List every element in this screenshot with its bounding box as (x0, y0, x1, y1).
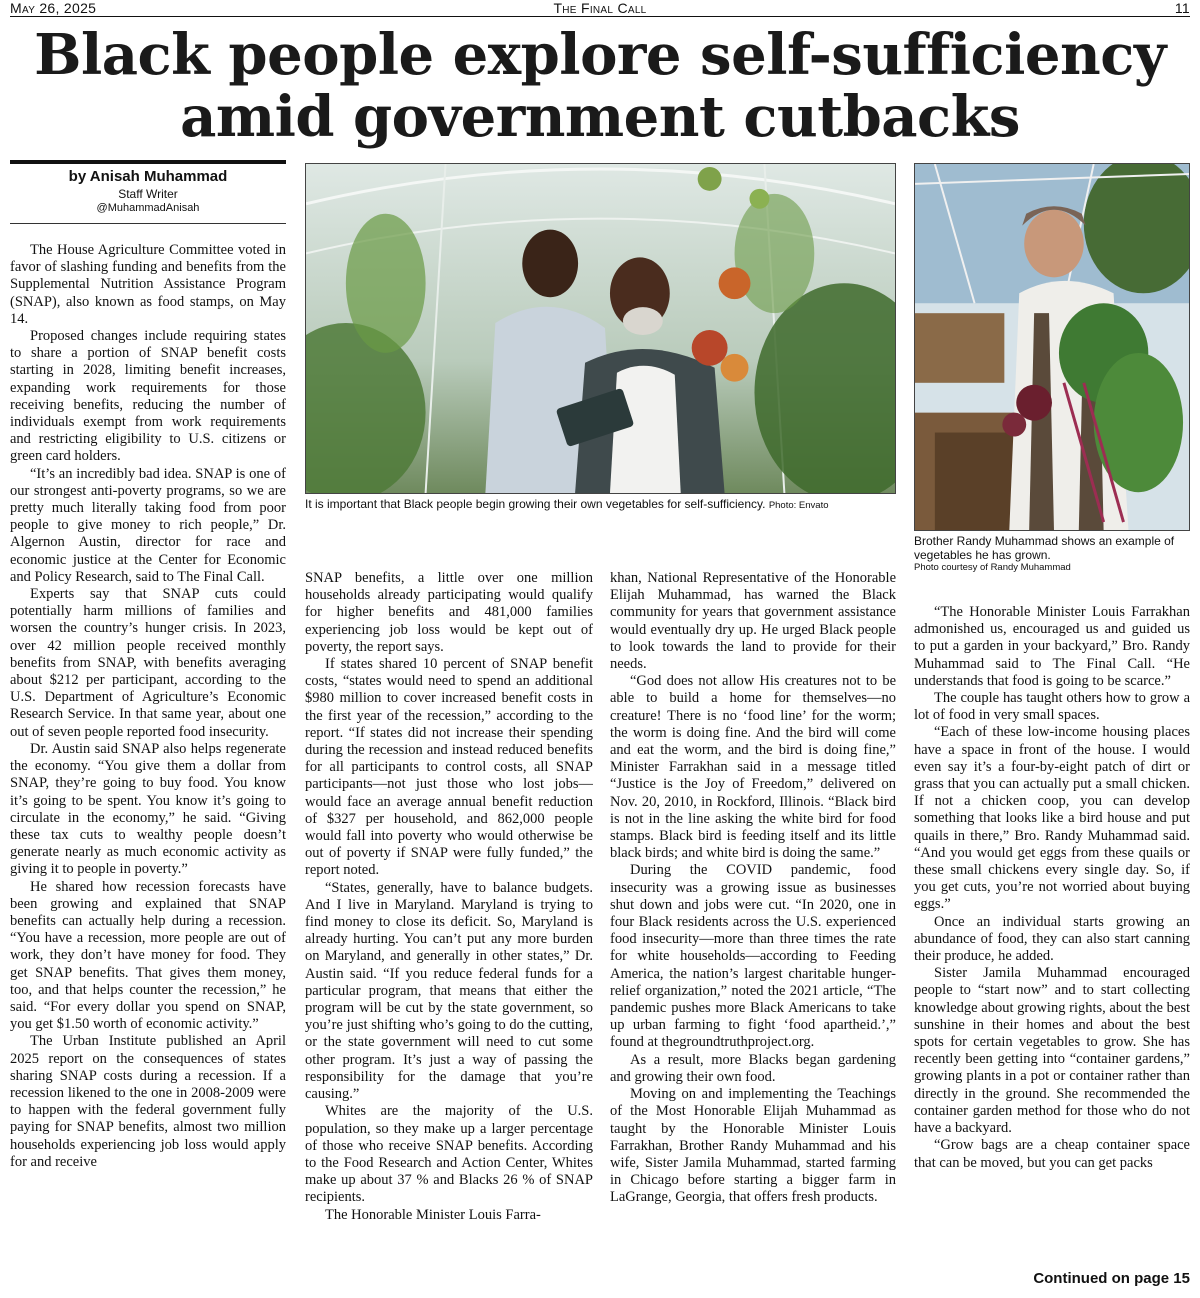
article-column-4 (914, 604, 1190, 1270)
article-column-2 (305, 570, 593, 1290)
byline-role: Staff Writer (118, 187, 178, 201)
article-paragraph: “States, generally, have to balance budgets. And I live in Maryland. Maryland is trying to find money to close its deficit. So, Maryland is already hurting. You can’t put any more burden on Maryland, and generally in other states,” Dr. Austin said. “If you reduce federal funds for a particular program, that means that either the program will be cut by the state government, so you’re just shifting who’s going to do the cutting, or the state government will need to cut some other program. It’s just a way of passing the responsibility for the damage that you’re causing.” (305, 879, 593, 1103)
article-paragraph: Whites are the majority of the U.S. population, so they make up a larger percentage of those who receive SNAP benefits. According to the Food Research and Action Center, Whites make up about 37 % and Blacks 26 % of SNAP recipients. (305, 1103, 593, 1206)
article-paragraph: SNAP benefits, a little over one million households already participating would qualify for higher benefits and 481,000 families experiencing job loss would be kept out of poverty, the report says. (305, 570, 593, 655)
article-paragraph: “Each of these low-income housing places have a space in front of the house. I would even say it’s a four-by-eight patch of dirt or grass that you can actually put a small chicken. If not a chicken coop, you can develop something that looks like a bird house and put quails in there,” Bro. Randy Muhammad said. “And you would get eggs from these quails or these small chickens every single day. So, if you get cuts, you’re not worried about buying eggs.” (914, 724, 1190, 913)
article-paragraph: “God does not allow His creatures not to be able to build a home for themselves—no creature! There is no ‘food line’ for the worm; the worm is doing fine. And the bird will come and eat the worm, and the bird is doing fine,” Minister Farrakhan said in a message titled “Justice is the Joy of Freedom,” delivered on Nov. 20, 2010, in Rockford, Illinois. “Black bird is not in the line asking the white bird for food stamps. Black bird is feeding itself and its little black birds; and white bird is doing the same.” (610, 673, 896, 862)
article-paragraph: Dr. Austin said SNAP also helps regenerate the economy. “You give them a dollar from SNAP, they’re going to buy food. You know it’s going to be spent. You know it’s going to circulate in the economy,” he said. “Giving these tax cuts to wealthy people doesn’t generate nearly as much economic activity as giving it to people in poverty.” (10, 740, 286, 878)
article-paragraph: Once an individual starts growing an abundance of food, they can also start canning their produce, he added. (914, 913, 1190, 965)
page-header (10, 0, 1190, 16)
gardener-photo (914, 163, 1190, 531)
headline: Black people explore self-sufficiency amid government cutbacks (34, 22, 1166, 150)
greenhouse-photo (305, 163, 896, 494)
header-rule (10, 16, 1190, 17)
main-photo-caption (305, 497, 896, 513)
article-column-1 (10, 242, 286, 1290)
side-photo-caption (914, 534, 1190, 574)
article-paragraph: The Honorable Minister Louis Farra- (325, 1206, 541, 1223)
article-paragraph: He shared how recession forecasts have been growing and explained that SNAP benefits can actually help during a recession. “You have a recession, more people are out of work, they don’t have money for food. They get SNAP benefits. That gives them money, too, and that helps counter the recession,” he said. “For every dollar you spend on SNAP, you get $1.50 worth of economic activity.” (10, 878, 286, 1033)
issue-date: May 26, 2025 (10, 0, 97, 16)
main-photo-credit: Photo: Envato (768, 500, 829, 511)
article-paragraph: “Grow bags are a cheap container space that can be moved, but you can get packs (914, 1137, 1190, 1171)
byline-handle: @MuhammadAnisah (96, 202, 200, 214)
side-photo-caption-text: Brother Randy Muhammad shows an example of vegetables he has grown. (914, 534, 1175, 562)
article-paragraph: As a result, more Blacks began gardening and growing their own food. (610, 1051, 896, 1085)
article-paragraph: “It’s an incredibly bad idea. SNAP is one of our strongest anti-poverty programs, so we are pretty much literally taking food from poor people to give money to rich people,” Dr. Algernon Austin, director for race and economic justice at the Center for Economic and Policy Research, said to The Final Call. (10, 465, 286, 585)
article-paragraph: Sister Jamila Muhammad encouraged people to “start now” and to start collecting knowledge about growing rights, about the best sunshine in their homes and about the best spots for certain vegetables to grow. She has recently been getting into “container gardens,” growing plants in a pot or container rather than directly in the ground. She recommended the container garden method for those who do not have a backyard. (914, 965, 1190, 1137)
article-paragraph: “The Honorable Minister Louis Farrakhan admonished us, encouraged us and guided us to put a garden in your backyard,” Bro. Randy Muhammad said to The Final Call. “He understands that food is going to be scarce.” (914, 604, 1190, 689)
article-paragraph: The Urban Institute published an April 2025 report on the consequences of states sharing SNAP costs during a recession. If a recession likened to the one in 2008-2009 were to happen with the federal government fully paying for SNAP benefits, almost two million households experiencing job loss would apply for and receive (10, 1033, 286, 1170)
article-paragraph: If states shared 10 percent of SNAP benefit costs, “states would need to spend an additional $980 million to cover increased benefit costs in the first year of the recession,” according to the report. “If states did not increase their spending during the recession and instead reduced benefits for all participants to control costs, all SNAP participants—not just those who lost jobs—would face an average annual benefit reduction of $327 per household, and 862,000 people would fall into poverty who would otherwise be out of poverty if SNAP were fully funded,” the report noted. (305, 656, 593, 879)
page-number: 11 (1174, 0, 1190, 16)
article-paragraph: Experts say that SNAP cuts could potentially harm millions of families and worsen the country’s hunger crisis. In 2023, over 42 million people received monthly benefits from SNAP, with benefits averaging about $212 per participant, according to the U.S. Department of Agriculture’s Economic Research Service. In that same year, about one out of seven people reported food insecurity. (10, 586, 286, 740)
continued-notice: Continued on page 15 (1033, 1270, 1190, 1287)
article-paragraph: Proposed changes include requiring states to share a portion of SNAP benefit costs starting in 2028, limiting benefit increases, expanding work requirements for those receiving benefits, reducing the number of individuals exempt from work requirements and restricting eligibility to U.S. citizens or green card holders. (10, 328, 286, 465)
greenhouse-photo-image (306, 164, 895, 493)
article-paragraph: During the COVID pandemic, food insecurity was a growing issue as businesses shut down and jobs were cut. “In 2020, one in four Black residents across the U.S. experienced food insecurity—more than three times the rate for white households—according to Feeding America, the nation’s largest charitable hunger-relief organization,” noted the 2021 article, “The pandemic pushes more Black Americans to take up urban farming to fight ‘food apartheid.’,” found at thegroundtruthproject.org. (610, 862, 896, 1051)
byline (10, 160, 286, 224)
article-column-3 (610, 570, 896, 1290)
main-photo-caption-text: It is important that Black people begin growing their own vegetables for self-sufficiency. (305, 497, 766, 511)
article-paragraph: Moving on and implementing the Teachings of the Most Honorable Elijah Muhammad as taught by the Honorable Minister Louis Farrakhan, Brother Randy Muhammad and his wife, Sister Jamila Muhammad, started farming in Chicago before starting a bigger farm in LaGrange, Georgia, that offers fresh products. (610, 1086, 896, 1206)
side-photo-credit: Photo courtesy of Randy Muhammad (914, 562, 1071, 573)
article-paragraph: khan, National Representative of the Honorable Elijah Muhammad, has warned the Black community for years that government assistance would eventually dry up. He urged Black people to look towards the land to provide for their needs. (610, 570, 896, 673)
byline-author: by Anisah Muhammad (68, 168, 228, 185)
publication-name: The Final Call (553, 0, 647, 16)
gardener-photo-image (915, 164, 1189, 530)
article-paragraph: The House Agriculture Committee voted in favor of slashing funding and benefits from the Supplemental Nutrition Assistance Program (SNAP), also known as food stamps, on May 14. (10, 242, 286, 327)
article-paragraph: The couple has taught others how to grow a lot of food in very small spaces. (914, 690, 1190, 724)
